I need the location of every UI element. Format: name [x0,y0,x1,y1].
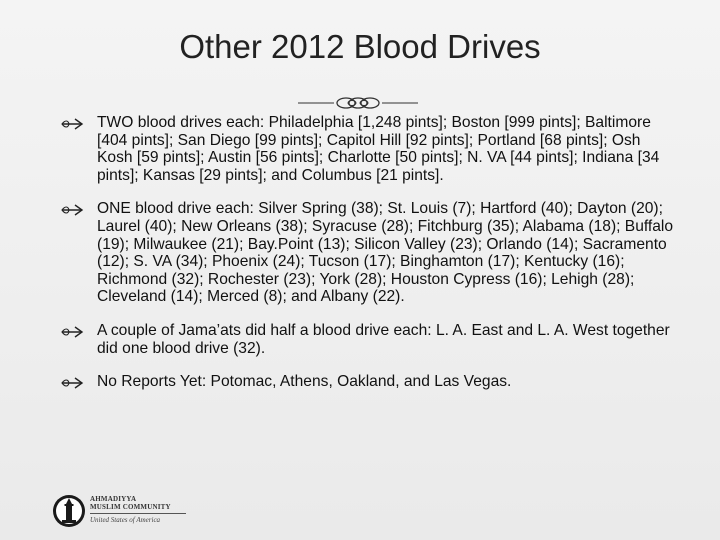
flourish-divider-icon [298,93,418,113]
bullet-item [60,322,680,357]
ornamental-arrow-bullet-icon [60,200,88,220]
ornamental-arrow-bullet-icon [60,322,88,342]
logo-divider [90,513,186,514]
ornamental-arrow-bullet-icon [60,373,88,393]
organization-subtitle: United States of America [90,516,161,524]
bullet-text: A couple of Jama’ats did half a blood drive each: L. A. East and L. A. West together did one blood drive (32). [97,321,670,357]
minaret-seal-logo [52,492,86,530]
bullet-item [60,114,680,184]
ornamental-arrow-bullet-icon [60,114,88,134]
organization-logo [52,492,192,532]
slide-title: Other 2012 Blood Drives [179,28,541,65]
bullet-item [60,373,680,391]
bullet-list [60,114,680,407]
organization-name-line1: AHMADIYYA [90,495,137,503]
bullet-text: ONE blood drive each: Silver Spring (38); St. Louis (7); Hartford (40); Dayton (20); Laurel (40); New Orleans (38); Syracuse (28); Fitchburg (35); Alabama (18); Buffalo (19); Milwaukee (21); Bay.Point (13); Silicon Valley (23); Orlando (14); Sacramento (12); S. VA (34); Phoenix (24); Tucson (17); Binghamton (17); Kentucky (16); Richmond (32); Rochester (23); York (28); Houston Cypress (16); Lehigh (28); Cleveland (14); Merced (8); and Albany (22). [97,200,674,306]
bullet-text: No Reports Yet: Potomac, Athens, Oakland, and Las Vegas. [97,373,512,391]
bullet-text: TWO blood drives each: Philadelphia [1,248 pints]; Boston [999 pints]; Baltimore [404 pints]; San Diego [99 pints]; Capitol Hill [92 pints]; Portland [68 pints]; Osh Kosh [59 pints]; Austin [56 pints]; Charlotte [50 pints]; N. VA [44 pints]; Indiana [34 pints]; Kansas [29 pints]; and Columbus [21 pints]. [97,114,660,184]
organization-name [90,495,171,511]
organization-name-line2: MUSLIM COMMUNITY [90,503,171,511]
bullet-item [60,200,680,306]
